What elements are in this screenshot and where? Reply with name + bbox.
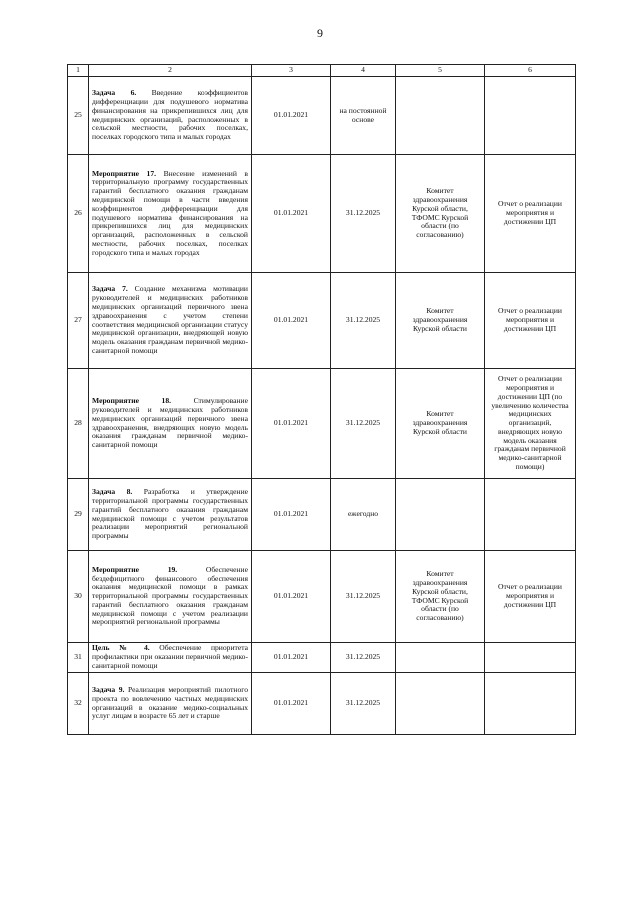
column-header: 1: [68, 65, 89, 77]
start-date: 01.01.2021: [252, 77, 331, 155]
row-number: 31: [68, 643, 89, 673]
executor: Комитет здравоохранения Курской области: [396, 273, 485, 369]
row-text: Внесение изменений в территориальную программу государственных гарантий бесплатного оказания гражданам медицинской помощи в части введения коэффициентов дифференциации для подушевого норматива финансирования на прикрепившихся лиц для медицинских организаций, расположенных в сельской местности, рабочих поселках, поселках городского типа и малых городах: [92, 168, 248, 257]
table-row: [68, 155, 576, 273]
result: Отчет о реализации мероприятия и достижении ЦП (по увеличению количества медицинских организаций, внедряющих новую модель оказания гражданам первичной медико-санитарной помощи): [485, 369, 576, 479]
column-header: 6: [485, 65, 576, 77]
result: [485, 643, 576, 673]
executor: Комитет здравоохранения Курской области, ТФОМС Курской области (по согласованию): [396, 551, 485, 643]
executor: [396, 77, 485, 155]
result: Отчет о реализации мероприятия и достижении ЦП: [485, 551, 576, 643]
row-number: 26: [68, 155, 89, 273]
executor: Комитет здравоохранения Курской области, ТФОМС Курской области (по согласованию): [396, 155, 485, 273]
end-date: на постоянной основе: [331, 77, 396, 155]
row-label: Задача 8.: [92, 487, 133, 497]
row-description: [89, 155, 252, 273]
start-date: 01.01.2021: [252, 155, 331, 273]
row-number: 32: [68, 673, 89, 735]
column-header: 3: [252, 65, 331, 77]
row-description: [89, 273, 252, 369]
row-text: Обеспечение бездефицитного финансового обеспечения оказания медицинской помощи в рамках территориальной программы государственных гарантий бесплатного оказания гражданам медицинской помощи с учетом реализации мероприятий региональной программы: [92, 564, 248, 627]
row-label: Задача 9.: [92, 684, 125, 694]
table-row: [68, 673, 576, 735]
table-row: [68, 273, 576, 369]
column-header: 5: [396, 65, 485, 77]
end-date: 31.12.2025: [331, 551, 396, 643]
row-text: Стимулирование руководителей и медицинских работников медицинских организаций первичного звена здравоохранения, внедряющих новую модель оказания гражданам первичной медико-санитарной помощи: [92, 396, 248, 450]
column-header: 4: [331, 65, 396, 77]
end-date: ежегодно: [331, 479, 396, 551]
executor: [396, 479, 485, 551]
end-date: 31.12.2025: [331, 155, 396, 273]
executor: Комитет здравоохранения Курской области: [396, 369, 485, 479]
row-number: 28: [68, 369, 89, 479]
table-row: [68, 643, 576, 673]
row-description: [89, 77, 252, 155]
row-text: Реализация мероприятий пилотного проекта по вовлечению частных медицинских организаций в оказание медико-социальных услуг лицам в возрасте 65 лет и старше: [92, 684, 248, 721]
plan-table: [67, 64, 576, 735]
row-text: Создание механизма мотивации руководителей и медицинских работников медицинских организаций первичного звена здравоохранения с учетом степени соответствия медицинской организации статусу медицинской организации, внедряющей новую модель оказания гражданам первичной медико-санитарной помощи: [92, 284, 248, 355]
end-date: 31.12.2025: [331, 673, 396, 735]
row-label: Мероприятие 17.: [92, 168, 157, 178]
row-number: 27: [68, 273, 89, 369]
row-description: [89, 369, 252, 479]
column-header: 2: [89, 65, 252, 77]
result: Отчет о реализации мероприятия и достижении ЦП: [485, 155, 576, 273]
table-row: [68, 551, 576, 643]
executor: [396, 643, 485, 673]
start-date: 01.01.2021: [252, 369, 331, 479]
table-row: [68, 369, 576, 479]
end-date: 31.12.2025: [331, 369, 396, 479]
start-date: 01.01.2021: [252, 479, 331, 551]
row-number: 29: [68, 479, 89, 551]
start-date: 01.01.2021: [252, 551, 331, 643]
row-description: [89, 479, 252, 551]
result: [485, 673, 576, 735]
result: Отчет о реализации мероприятия и достижении ЦП: [485, 273, 576, 369]
page-number: 9: [317, 26, 323, 40]
row-label: Задача 7.: [92, 284, 128, 294]
row-description: [89, 551, 252, 643]
end-date: 31.12.2025: [331, 273, 396, 369]
row-label: Задача 6.: [92, 88, 137, 98]
row-number: 25: [68, 77, 89, 155]
row-label: Мероприятие 18.: [92, 396, 172, 406]
row-description: [89, 643, 252, 673]
row-label: Цель № 4.: [92, 643, 150, 653]
start-date: 01.01.2021: [252, 273, 331, 369]
table-header-row: [68, 65, 576, 77]
result: [485, 479, 576, 551]
end-date: 31.12.2025: [331, 643, 396, 673]
row-text: Введение коэффициентов дифференциации для подушевого норматива финансирования на прикрепившихся лиц для медицинских организаций, расположенных в сельской местности, рабочих поселках, поселках городского типа и малых городах: [92, 88, 249, 142]
start-date: 01.01.2021: [252, 673, 331, 735]
row-description: [89, 673, 252, 735]
result: [485, 77, 576, 155]
row-text: Разработка и утверждение территориальной программы государственных гарантий бесплатного оказания гражданам медицинской помощи с учетом результатов реализации мероприятий региональной программы: [92, 487, 248, 541]
table-row: [68, 77, 576, 155]
row-text: Обеспечение приоритета профилактики при оказании первичной медико-санитарной помощи: [92, 643, 248, 670]
row-number: 30: [68, 551, 89, 643]
executor: [396, 673, 485, 735]
table-row: [68, 479, 576, 551]
row-label: Мероприятие 19.: [92, 564, 178, 574]
start-date: 01.01.2021: [252, 643, 331, 673]
